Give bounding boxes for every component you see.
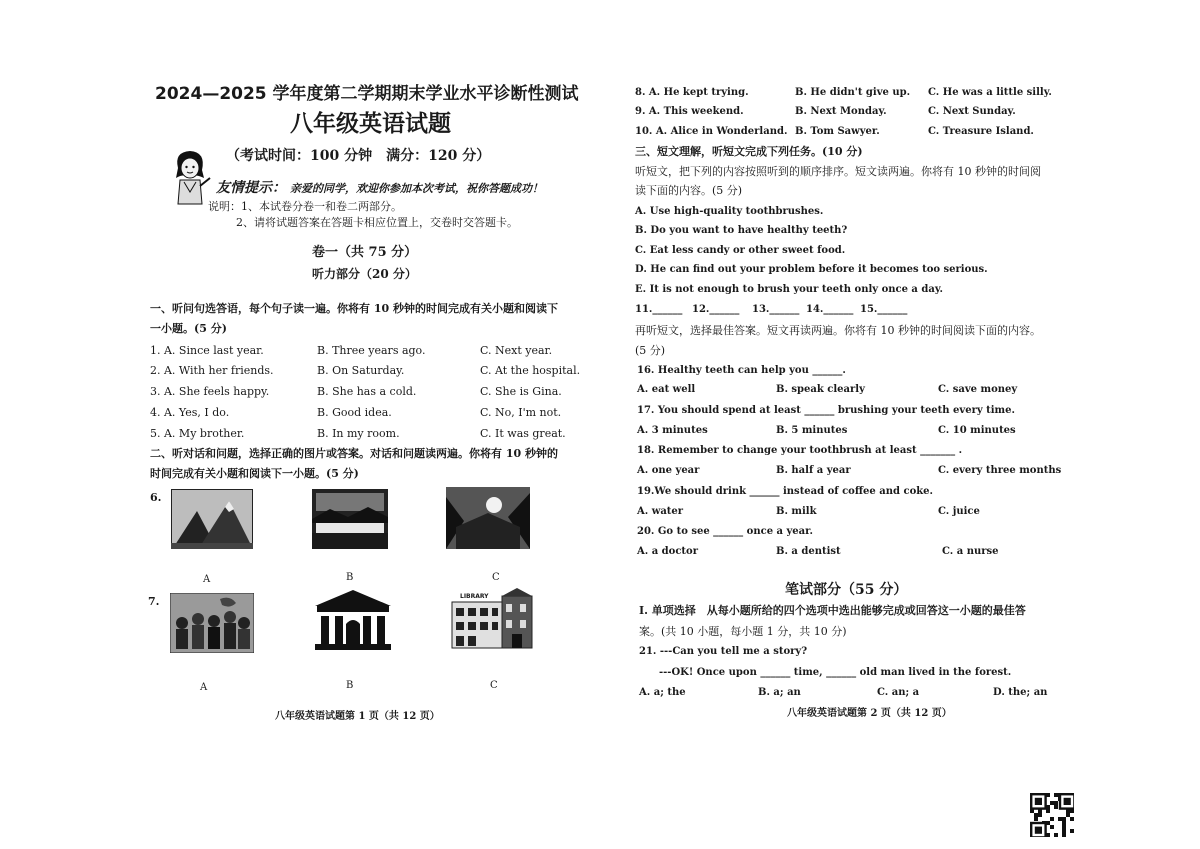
q7-label-a: A <box>200 682 208 693</box>
section1-instruction-cont: 一小题。(5 分) <box>150 322 227 335</box>
question-16-option-a: A. eat well <box>637 384 696 395</box>
question-21-option-b: B. a; an <box>758 687 801 698</box>
question-18-option-b: B. half a year <box>776 465 851 476</box>
question-17: 17. You should spend at least ______ brushing your teeth every time. <box>637 405 1015 416</box>
question-18: 18. Remember to change your toothbrush at least _______ . <box>637 445 963 456</box>
q6-picture-a-mountains <box>171 489 253 549</box>
question-4-option-c: C. No, I'm not. <box>480 406 562 419</box>
section3-instruction-cont: 读下面的内容。(5 分) <box>635 184 743 197</box>
question-18-option-c: C. every three months <box>938 465 1062 476</box>
question-10-option-b: B. Tom Sawyer. <box>795 126 880 137</box>
question-9-option-a: 9. A. This weekend. <box>635 106 744 117</box>
qr-code-icon[interactable] <box>1030 793 1074 837</box>
exam-subtitle: 八年级英语试题 <box>290 111 451 137</box>
section3-title: 三、短文理解，听短文完成下列任务。(10 分) <box>635 145 863 158</box>
question-17-option-b: B. 5 minutes <box>776 425 848 436</box>
section3-instruction-second: 再听短文，选择最佳答案。短文再读两遍。你将有 10 秒钟的时间阅读下面的内容。 <box>635 324 1041 337</box>
question-19-option-c: C. juice <box>938 506 980 517</box>
q6-label-c: C <box>492 572 500 583</box>
q6-label-a: A <box>203 574 211 585</box>
q7-picture-b-museum <box>313 588 393 652</box>
writing-instruction-cont: 案。(共 10 小题，每小题 1 分，共 10 分) <box>639 625 847 638</box>
exam-title: 2024—2025 学年度第二学期期末学业水平诊断性测试 <box>155 84 579 104</box>
sort-item-d: D. He can find out your problem before it becomes too serious. <box>635 264 988 275</box>
question-9-option-b: B. Next Monday. <box>795 106 887 117</box>
blank-14[interactable]: 14.______ <box>806 304 854 315</box>
question-20-option-a: A. a doctor <box>637 546 698 557</box>
question-1-option-c: C. Next year. <box>480 344 553 357</box>
question-5-option-b: B. In my room. <box>317 427 400 440</box>
q6-picture-c-sunset <box>446 487 530 549</box>
sort-item-a: A. Use high-quality toothbrushes. <box>635 206 824 217</box>
question-2-option-a: 2. A. With her friends. <box>150 364 274 377</box>
section3-instruction: 听短文，把下列的内容按照听到的顺序排序。短文读两遍。你将有 10 秒钟的时间阅 <box>635 165 1041 178</box>
tip-label: 友情提示： <box>216 180 286 196</box>
question-4-option-b: B. Good idea. <box>317 406 392 419</box>
sort-item-e: E. It is not enough to brush your teeth only once a day. <box>635 284 944 295</box>
library-sign: LIBRARY <box>460 593 489 600</box>
question-21-option-c: C. an; a <box>877 687 920 698</box>
question-7-number: 7. <box>148 595 160 608</box>
question-20-option-b: B. a dentist <box>776 546 841 557</box>
question-21: 21. ---Can you tell me a story? <box>639 646 808 657</box>
question-4-option-a: 4. A. Yes, I do. <box>150 406 230 419</box>
exam-info: （考试时间：100 分钟 满分：120 分） <box>226 148 491 164</box>
mascot-illustration <box>168 148 212 208</box>
question-19-option-a: A. water <box>637 506 684 517</box>
question-16-option-b: B. speak clearly <box>776 384 865 395</box>
question-5-option-c: C. It was great. <box>480 427 566 440</box>
blank-12[interactable]: 12.______ <box>692 304 740 315</box>
q7-label-c: C <box>490 680 498 691</box>
question-10-option-c: C. Treasure Island. <box>928 126 1034 137</box>
left-page-footer: 八年级英语试题第 1 页（共 12 页） <box>275 711 440 722</box>
question-18-option-a: A. one year <box>637 465 700 476</box>
blank-15[interactable]: 15.______ <box>860 304 908 315</box>
question-8-option-b: B. He didn't give up. <box>795 87 911 98</box>
question-3-option-a: 3. A. She feels happy. <box>150 385 270 398</box>
q7-picture-a-crowd <box>170 593 254 653</box>
part-one-title: 卷一（共 75 分） <box>312 245 418 260</box>
sort-item-c: C. Eat less candy or other sweet food. <box>635 245 846 256</box>
writing-instruction: Ⅰ. 单项选择 从每小题所给的四个选项中选出能够完成或回答这一小题的最佳答 <box>639 604 1026 617</box>
question-8-option-c: C. He was a little silly. <box>928 87 1052 98</box>
question-10-option-a: 10. A. Alice in Wonderland. <box>635 126 788 137</box>
q7-picture-c-library <box>450 588 534 650</box>
question-17-option-a: A. 3 minutes <box>637 425 708 436</box>
q7-label-b: B <box>346 680 354 691</box>
question-2-option-c: C. At the hospital. <box>480 364 581 377</box>
q6-picture-b-lake <box>312 489 388 549</box>
right-page-footer: 八年级英语试题第 2 页（共 12 页） <box>787 708 952 719</box>
section2-instruction: 二、听对话和问题，选择正确的图片或答案。对话和问题读两遍。你将有 10 秒钟的 <box>150 447 558 460</box>
question-20-option-c: C. a nurse <box>942 546 999 557</box>
writing-title: 笔试部分（55 分） <box>785 582 908 598</box>
question-17-option-c: C. 10 minutes <box>938 425 1016 436</box>
question-5-option-a: 5. A. My brother. <box>150 427 245 440</box>
question-3-option-c: C. She is Gina. <box>480 385 562 398</box>
question-21-option-d: D. the; an <box>993 687 1048 698</box>
note-2: 2、请将试题答案在答题卡相应位置上，交卷时交答题卡。 <box>236 216 518 229</box>
note-1: 说明：1、本试卷分卷一和卷二两部分。 <box>208 200 402 213</box>
question-3-option-b: B. She has a cold. <box>317 385 417 398</box>
question-16-option-c: C. save money <box>938 384 1018 395</box>
tip-text: 亲爱的同学，欢迎你参加本次考试，祝你答题成功！ <box>290 182 543 195</box>
section3-instruction-second-cont: (5 分) <box>635 344 666 357</box>
question-19: 19.We should drink ______ instead of coffee and coke. <box>637 486 934 497</box>
blank-11[interactable]: 11.______ <box>635 304 683 315</box>
section1-instruction: 一、听问句选答语，每个句子读一遍。你将有 10 秒钟的时间完成有关小题和阅读下 <box>150 302 558 315</box>
question-8-option-a: 8. A. He kept trying. <box>635 87 749 98</box>
q6-label-b: B <box>346 572 354 583</box>
blank-13[interactable]: 13.______ <box>752 304 800 315</box>
question-19-option-b: B. milk <box>776 506 817 517</box>
sort-item-b: B. Do you want to have healthy teeth? <box>635 225 848 236</box>
question-21-dialogue: ---OK! Once upon ______ time, ______ old man lived in the forest. <box>659 667 1012 678</box>
question-2-option-b: B. On Saturday. <box>317 364 405 377</box>
question-16: 16. Healthy teeth can help you ______. <box>637 365 846 376</box>
listening-title: 听力部分（20 分） <box>312 267 417 281</box>
question-9-option-c: C. Next Sunday. <box>928 106 1016 117</box>
question-6-number: 6. <box>150 491 162 504</box>
question-1-option-a: 1. A. Since last year. <box>150 344 264 357</box>
question-1-option-b: B. Three years ago. <box>317 344 426 357</box>
question-21-option-a: A. a; the <box>639 687 686 698</box>
question-20: 20. Go to see ______ once a year. <box>637 526 813 537</box>
section2-instruction-cont: 时间完成有关小题和阅读下一小题。(5 分) <box>150 467 359 480</box>
